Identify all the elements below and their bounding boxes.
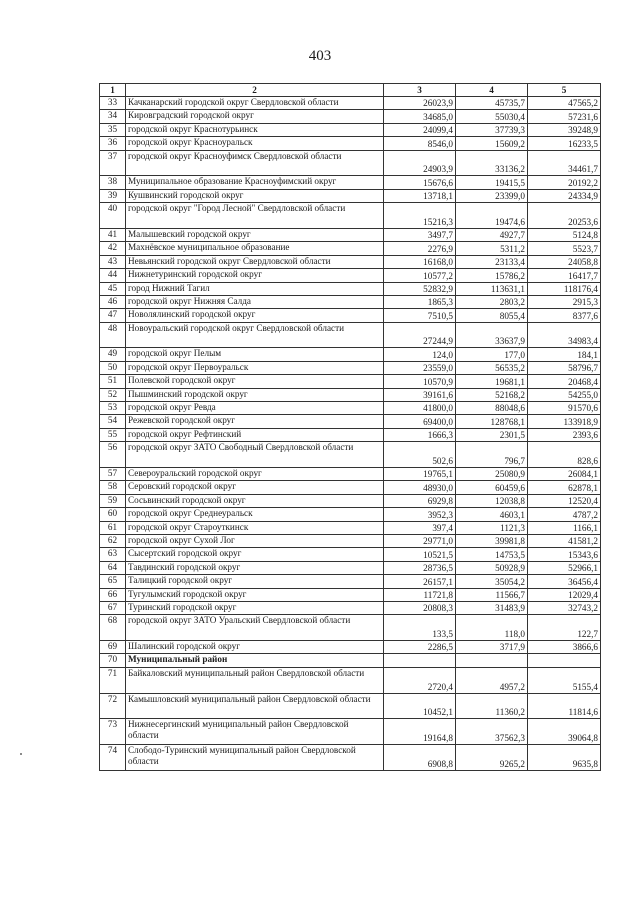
header-cell-col4: 4 xyxy=(456,84,528,97)
municipality-name-cell: Камышловский муниципальный район Свердловской области xyxy=(126,693,384,719)
row-number-cell: 45 xyxy=(100,282,126,295)
value-col4-cell: 15786,2 xyxy=(456,269,528,282)
table-row xyxy=(100,203,601,229)
value-col5-cell: 34983,4 xyxy=(528,322,601,348)
table-row xyxy=(100,322,601,348)
value-col4-cell: 19681,1 xyxy=(456,375,528,388)
value-col5-cell: 20468,4 xyxy=(528,375,601,388)
header-cell-col5: 5 xyxy=(528,84,601,97)
value-col5-cell: 12029,4 xyxy=(528,588,601,601)
row-number-cell: 36 xyxy=(100,137,126,150)
table-row xyxy=(100,176,601,189)
value-col5-cell: 8377,6 xyxy=(528,309,601,322)
value-col3-cell: 3497,7 xyxy=(384,228,456,241)
value-col4-cell: 37739,3 xyxy=(456,123,528,136)
value-col3-cell: 34685,0 xyxy=(384,110,456,123)
value-col4-cell: 55030,4 xyxy=(456,110,528,123)
value-col5-cell: 20192,2 xyxy=(528,176,601,189)
value-col3-cell: 19765,1 xyxy=(384,468,456,481)
value-col4-cell: 177,0 xyxy=(456,348,528,361)
value-col3-cell: 397,4 xyxy=(384,521,456,534)
value-col4-cell: 19474,6 xyxy=(456,203,528,229)
value-col3-cell: 28736,5 xyxy=(384,561,456,574)
table-row xyxy=(100,309,601,322)
value-col3-cell: 1865,3 xyxy=(384,295,456,308)
municipality-name-cell: городской округ "Город Лесной" Свердловской области xyxy=(126,203,384,229)
value-col5-cell: 11814,6 xyxy=(528,693,601,719)
value-col4-cell: 9265,2 xyxy=(456,745,528,771)
municipality-name-cell: городской округ Красноуфимск Свердловской области xyxy=(126,150,384,176)
value-col5-cell: 122,7 xyxy=(528,615,601,641)
table-row xyxy=(100,641,601,654)
table-row xyxy=(100,548,601,561)
municipality-name-cell: Махнёвское муниципальное образование xyxy=(126,242,384,255)
value-col5-cell: 24058,8 xyxy=(528,255,601,268)
municipality-name-cell: городской округ ЗАТО Уральский Свердловской области xyxy=(126,615,384,641)
row-number-cell: 33 xyxy=(100,97,126,110)
row-number-cell: 70 xyxy=(100,654,126,667)
value-col3-cell: 29771,0 xyxy=(384,534,456,547)
value-col4-cell: 5311,2 xyxy=(456,242,528,255)
value-col5-cell: 15343,6 xyxy=(528,548,601,561)
table-row xyxy=(100,375,601,388)
value-col4-cell: 88048,6 xyxy=(456,402,528,415)
table-header-row xyxy=(100,84,601,97)
value-col3-cell: 19164,8 xyxy=(384,719,456,745)
value-col3-cell: 41800,0 xyxy=(384,402,456,415)
municipality-name-cell: Серовский городской округ xyxy=(126,481,384,494)
row-number-cell: 57 xyxy=(100,468,126,481)
municipality-name-cell: Слободо-Туринский муниципальный район Свердловской области xyxy=(126,745,384,771)
value-col3-cell: 24903,9 xyxy=(384,150,456,176)
value-col4-cell: 23133,4 xyxy=(456,255,528,268)
municipality-name-cell: город Нижний Тагил xyxy=(126,282,384,295)
value-col5-cell: 54255,0 xyxy=(528,388,601,401)
municipality-name-cell: Талицкий городской округ xyxy=(126,575,384,588)
row-number-cell: 47 xyxy=(100,309,126,322)
value-col4-cell: 23399,0 xyxy=(456,189,528,202)
value-col4-cell: 2803,2 xyxy=(456,295,528,308)
municipality-name-cell: городской округ Ревда xyxy=(126,402,384,415)
municipality-name-cell: городской округ Красноуральск xyxy=(126,137,384,150)
table-row xyxy=(100,521,601,534)
value-col5-cell: 2393,6 xyxy=(528,428,601,441)
table-row xyxy=(100,654,601,667)
row-number-cell: 38 xyxy=(100,176,126,189)
value-col4-cell: 56535,2 xyxy=(456,361,528,374)
row-number-cell: 50 xyxy=(100,361,126,374)
value-col5-cell: 47565,2 xyxy=(528,97,601,110)
value-col3-cell: 10570,9 xyxy=(384,375,456,388)
table-row xyxy=(100,693,601,719)
value-col3-cell: 16168,0 xyxy=(384,255,456,268)
value-col5-cell: 34461,7 xyxy=(528,150,601,176)
table-row xyxy=(100,588,601,601)
value-col4-cell: 33637,9 xyxy=(456,322,528,348)
value-col5-cell: 24334,9 xyxy=(528,189,601,202)
value-col4-cell: 35054,2 xyxy=(456,575,528,588)
value-col3-cell: 26023,9 xyxy=(384,97,456,110)
value-col3-cell: 11721,8 xyxy=(384,588,456,601)
table-row xyxy=(100,295,601,308)
value-col5-cell: 57231,6 xyxy=(528,110,601,123)
row-number-cell: 42 xyxy=(100,242,126,255)
value-col4-cell: 8055,4 xyxy=(456,309,528,322)
municipality-name-cell: Нижнесергинский муниципальный район Свердловской области xyxy=(126,719,384,745)
table-row xyxy=(100,228,601,241)
value-col5-cell xyxy=(528,654,601,667)
value-col4-cell: 4603,1 xyxy=(456,508,528,521)
municipality-name-cell: Малышевский городской округ xyxy=(126,228,384,241)
value-col5-cell: 9635,8 xyxy=(528,745,601,771)
value-col5-cell: 5155,4 xyxy=(528,667,601,693)
municipality-name-cell: городской округ Нижняя Салда xyxy=(126,295,384,308)
row-number-cell: 60 xyxy=(100,508,126,521)
municipality-name-cell: Полевской городской округ xyxy=(126,375,384,388)
value-col4-cell: 37562,3 xyxy=(456,719,528,745)
value-col4-cell: 4927,7 xyxy=(456,228,528,241)
value-col4-cell: 60459,6 xyxy=(456,481,528,494)
table-row xyxy=(100,282,601,295)
row-number-cell: 64 xyxy=(100,561,126,574)
value-col3-cell: 23559,0 xyxy=(384,361,456,374)
table-row xyxy=(100,255,601,268)
municipality-name-cell: городской округ Среднеуральск xyxy=(126,508,384,521)
value-col5-cell: 91570,6 xyxy=(528,402,601,415)
row-number-cell: 69 xyxy=(100,641,126,654)
value-col5-cell: 5523,7 xyxy=(528,242,601,255)
municipality-name-cell: Новолялинский городской округ xyxy=(126,309,384,322)
table-row xyxy=(100,189,601,202)
value-col5-cell: 1166,1 xyxy=(528,521,601,534)
row-number-cell: 68 xyxy=(100,615,126,641)
municipality-name-cell: городской округ Пелым xyxy=(126,348,384,361)
table-row xyxy=(100,719,601,745)
value-col3-cell: 15676,6 xyxy=(384,176,456,189)
value-col4-cell: 45735,7 xyxy=(456,97,528,110)
row-number-cell: 48 xyxy=(100,322,126,348)
value-col4-cell: 39981,8 xyxy=(456,534,528,547)
value-col5-cell: 2915,3 xyxy=(528,295,601,308)
value-col5-cell: 5124,8 xyxy=(528,228,601,241)
row-number-cell: 49 xyxy=(100,348,126,361)
row-number-cell: 51 xyxy=(100,375,126,388)
page-number: 403 xyxy=(308,48,332,64)
municipality-name-cell: Невьянский городской округ Свердловской области xyxy=(126,255,384,268)
value-col4-cell: 19415,5 xyxy=(456,176,528,189)
value-col3-cell: 26157,1 xyxy=(384,575,456,588)
row-number-cell: 72 xyxy=(100,693,126,719)
row-number-cell: 34 xyxy=(100,110,126,123)
value-col4-cell xyxy=(456,654,528,667)
value-col4-cell: 118,0 xyxy=(456,615,528,641)
municipality-name-cell: Муниципальное образование Красноуфимский округ xyxy=(126,176,384,189)
header-cell-col1: 1 xyxy=(100,84,126,97)
header-cell-col3: 3 xyxy=(384,84,456,97)
value-col5-cell: 62878,1 xyxy=(528,481,601,494)
table-row xyxy=(100,601,601,614)
table-row xyxy=(100,97,601,110)
value-col4-cell: 11360,2 xyxy=(456,693,528,719)
municipality-name-cell: городской округ ЗАТО Свободный Свердловской области xyxy=(126,442,384,468)
table-row xyxy=(100,361,601,374)
row-number-cell: 43 xyxy=(100,255,126,268)
value-col3-cell: 15216,3 xyxy=(384,203,456,229)
value-col4-cell: 1121,3 xyxy=(456,521,528,534)
table-row xyxy=(100,137,601,150)
municipality-name-cell: Кушвинский городской округ xyxy=(126,189,384,202)
row-number-cell: 39 xyxy=(100,189,126,202)
value-col5-cell: 12520,4 xyxy=(528,494,601,507)
table-row xyxy=(100,494,601,507)
value-col3-cell: 133,5 xyxy=(384,615,456,641)
municipality-name-cell: Качканарский городской округ Свердловской области xyxy=(126,97,384,110)
value-col3-cell: 124,0 xyxy=(384,348,456,361)
value-col3-cell: 2286,5 xyxy=(384,641,456,654)
value-col3-cell: 10577,2 xyxy=(384,269,456,282)
table-row xyxy=(100,402,601,415)
value-col5-cell: 133918,9 xyxy=(528,415,601,428)
row-number-cell: 56 xyxy=(100,442,126,468)
row-number-cell: 62 xyxy=(100,534,126,547)
value-col5-cell: 118176,4 xyxy=(528,282,601,295)
value-col3-cell: 502,6 xyxy=(384,442,456,468)
value-col3-cell: 2720,4 xyxy=(384,667,456,693)
value-col3-cell: 7510,5 xyxy=(384,309,456,322)
municipality-name-cell: Тавдинский городской округ xyxy=(126,561,384,574)
table-row xyxy=(100,123,601,136)
row-number-cell: 58 xyxy=(100,481,126,494)
municipality-name-cell: Североуральский городской округ xyxy=(126,468,384,481)
value-col5-cell: 4787,2 xyxy=(528,508,601,521)
municipality-name-cell: Новоуральский городской округ Свердловской области xyxy=(126,322,384,348)
value-col5-cell: 184,1 xyxy=(528,348,601,361)
value-col3-cell: 69400,0 xyxy=(384,415,456,428)
value-col3-cell xyxy=(384,654,456,667)
value-col3-cell: 48930,0 xyxy=(384,481,456,494)
value-col4-cell: 11566,7 xyxy=(456,588,528,601)
scan-speck xyxy=(20,753,22,755)
value-col3-cell: 13718,1 xyxy=(384,189,456,202)
value-col5-cell: 828,6 xyxy=(528,442,601,468)
value-col3-cell: 20808,3 xyxy=(384,601,456,614)
municipality-name-cell: Сысертский городской округ xyxy=(126,548,384,561)
value-col4-cell: 128768,1 xyxy=(456,415,528,428)
table-row xyxy=(100,415,601,428)
municipality-name-cell: Сосьвинский городской округ xyxy=(126,494,384,507)
row-number-cell: 66 xyxy=(100,588,126,601)
row-number-cell: 65 xyxy=(100,575,126,588)
table-row xyxy=(100,468,601,481)
value-col4-cell: 2301,5 xyxy=(456,428,528,441)
table-row xyxy=(100,745,601,771)
table-row xyxy=(100,110,601,123)
row-number-cell: 55 xyxy=(100,428,126,441)
value-col5-cell: 20253,6 xyxy=(528,203,601,229)
value-col4-cell: 25080,9 xyxy=(456,468,528,481)
value-col4-cell: 14753,5 xyxy=(456,548,528,561)
row-number-cell: 35 xyxy=(100,123,126,136)
value-col5-cell: 58796,7 xyxy=(528,361,601,374)
value-col5-cell: 3866,6 xyxy=(528,641,601,654)
municipality-name-cell: Тугулымский городской округ xyxy=(126,588,384,601)
table-row xyxy=(100,481,601,494)
table-row xyxy=(100,442,601,468)
value-col3-cell: 27244,9 xyxy=(384,322,456,348)
row-number-cell: 59 xyxy=(100,494,126,507)
municipality-name-cell: городской округ Староуткинск xyxy=(126,521,384,534)
table-row xyxy=(100,534,601,547)
row-number-cell: 37 xyxy=(100,150,126,176)
row-number-cell: 54 xyxy=(100,415,126,428)
table-row xyxy=(100,575,601,588)
value-col5-cell: 41581,2 xyxy=(528,534,601,547)
value-col4-cell: 3717,9 xyxy=(456,641,528,654)
header-cell-col2: 2 xyxy=(126,84,384,97)
municipality-name-cell: Шалинский городской округ xyxy=(126,641,384,654)
value-col3-cell: 8546,0 xyxy=(384,137,456,150)
municipality-name-cell: Нижнетуринский городской округ xyxy=(126,269,384,282)
value-col3-cell: 2276,9 xyxy=(384,242,456,255)
municipality-name-cell: городской округ Сухой Лог xyxy=(126,534,384,547)
value-col5-cell: 32743,2 xyxy=(528,601,601,614)
table-row xyxy=(100,242,601,255)
value-col3-cell: 6908,8 xyxy=(384,745,456,771)
table-row xyxy=(100,667,601,693)
value-col3-cell: 1666,3 xyxy=(384,428,456,441)
row-number-cell: 52 xyxy=(100,388,126,401)
value-col3-cell: 6929,8 xyxy=(384,494,456,507)
table-row xyxy=(100,561,601,574)
table-row xyxy=(100,388,601,401)
value-col4-cell: 113631,1 xyxy=(456,282,528,295)
municipality-name-cell: Байкаловский муниципальный район Свердловской области xyxy=(126,667,384,693)
municipality-name-cell: Кировградский городской округ xyxy=(126,110,384,123)
value-col4-cell: 52168,2 xyxy=(456,388,528,401)
table-row xyxy=(100,508,601,521)
municipality-name-cell: городской округ Рефтинский xyxy=(126,428,384,441)
value-col5-cell: 16233,5 xyxy=(528,137,601,150)
row-number-cell: 40 xyxy=(100,203,126,229)
value-col4-cell: 31483,9 xyxy=(456,601,528,614)
table-row xyxy=(100,150,601,176)
row-number-cell: 63 xyxy=(100,548,126,561)
value-col3-cell: 24099,4 xyxy=(384,123,456,136)
municipality-name-cell: Режевской городской округ xyxy=(126,415,384,428)
table-row xyxy=(100,615,601,641)
row-number-cell: 74 xyxy=(100,745,126,771)
value-col4-cell: 50928,9 xyxy=(456,561,528,574)
table-row xyxy=(100,348,601,361)
municipality-name-cell: Туринский городской округ xyxy=(126,601,384,614)
value-col5-cell: 39248,9 xyxy=(528,123,601,136)
municipality-name-cell: городской округ Краснотурьинск xyxy=(126,123,384,136)
value-col4-cell: 33136,2 xyxy=(456,150,528,176)
value-col3-cell: 10452,1 xyxy=(384,693,456,719)
municipality-name-cell: Муниципальный район xyxy=(126,654,384,667)
value-col3-cell: 10521,5 xyxy=(384,548,456,561)
value-col4-cell: 796,7 xyxy=(456,442,528,468)
municipality-name-cell: городской округ Первоуральск xyxy=(126,361,384,374)
table-row xyxy=(100,269,601,282)
row-number-cell: 46 xyxy=(100,295,126,308)
value-col3-cell: 3952,3 xyxy=(384,508,456,521)
budget-table xyxy=(99,83,601,771)
value-col4-cell: 4957,2 xyxy=(456,667,528,693)
table-row xyxy=(100,428,601,441)
value-col5-cell: 16417,7 xyxy=(528,269,601,282)
value-col3-cell: 52832,9 xyxy=(384,282,456,295)
row-number-cell: 67 xyxy=(100,601,126,614)
row-number-cell: 44 xyxy=(100,269,126,282)
municipality-name-cell: Пышминский городской округ xyxy=(126,388,384,401)
value-col5-cell: 26084,1 xyxy=(528,468,601,481)
row-number-cell: 71 xyxy=(100,667,126,693)
value-col5-cell: 39064,8 xyxy=(528,719,601,745)
value-col4-cell: 15609,2 xyxy=(456,137,528,150)
row-number-cell: 73 xyxy=(100,719,126,745)
value-col5-cell: 52966,1 xyxy=(528,561,601,574)
row-number-cell: 53 xyxy=(100,402,126,415)
value-col5-cell: 36456,4 xyxy=(528,575,601,588)
value-col3-cell: 39161,6 xyxy=(384,388,456,401)
row-number-cell: 61 xyxy=(100,521,126,534)
value-col4-cell: 12038,8 xyxy=(456,494,528,507)
row-number-cell: 41 xyxy=(100,228,126,241)
